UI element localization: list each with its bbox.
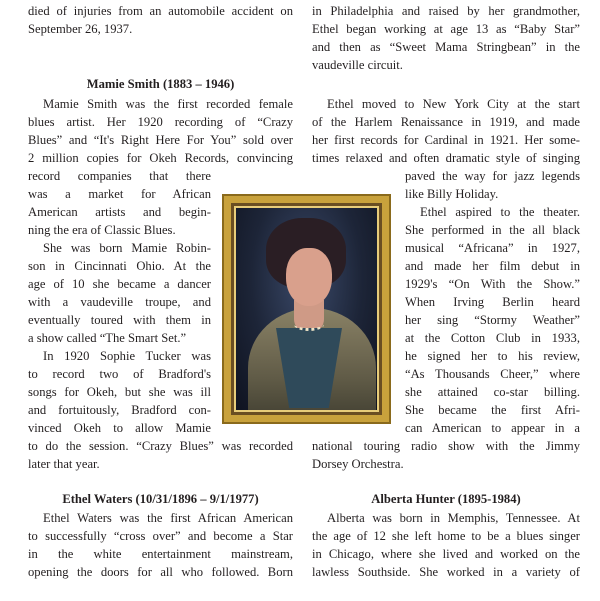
body-text-line: she attained co-star billing. [405,385,580,399]
body-text-line: later that year. [28,457,100,471]
body-text-line: ning the era of Classic Blues. [28,223,176,237]
body-text-line: in Chicago, where she lived and worked on the [312,547,580,561]
body-text-line: “As Thousands Cheer,” where [405,367,580,381]
body-text-line: musical “Africana” in 1927, [405,241,580,255]
body-text-line: Ethel Waters was the first African American [43,511,293,525]
body-text-line: In 1920 Sophie Tucker was [43,349,211,363]
body-text-line: died of injuries from an automobile accident on [28,4,293,18]
body-text-line: September 26, 1937. [28,22,133,36]
body-text-line: She was born Mamie Robin- [43,241,211,255]
body-text-line: Mamie Smith was the first recorded female [43,97,293,111]
body-text-line: eventually toured with them in [28,313,211,327]
body-text-line: Blues” and “It's Right Here For You” sold over [28,133,293,147]
body-text-line: to successfully “cross over” and become a Star [28,529,293,543]
portrait-photo [234,206,379,412]
body-text-line: like Billy Holiday. [405,187,499,201]
section-heading-ethel-waters: Ethel Waters (10/31/1896 – 9/1/1977) [62,492,259,506]
body-text-line: he signed her to his review, [405,349,580,363]
body-text-line: to do the session. “Crazy Blues” was recorded [28,439,293,453]
body-text-line: Alberta was born in Memphis, Tennessee. At [327,511,580,525]
body-text-line: She became the first Afri- [405,403,580,417]
body-text-line: with a vaudeville troupe, and [28,295,211,309]
body-text-line: record companies that there [28,169,211,183]
body-text-line: at the Cotton Club in 1933, [405,331,580,345]
body-text-line: opening the doors for all who followed. Born [28,565,293,579]
body-text-line: in Philadelphia and raised by her grandmother, [312,4,580,18]
body-text-line: and made her film debut in [405,259,580,273]
body-text-line: She performed in the all black [405,223,580,237]
body-text-line: son in Cincinnati Ohio. At the [28,259,211,273]
body-text-line: songs for Okeh, but she was ill [28,385,211,399]
body-text-line: When Irving Berlin heard [405,295,580,309]
body-text-line: Ethel moved to New York City at the start [327,97,580,111]
body-text-line: lawless Southside. She worked in a variety of [312,565,580,579]
body-text-line: 2 million copies for Okeh Records, convincing [28,151,293,165]
framed-portrait [224,196,389,422]
body-text-line: age of 10 she became a dancer [28,277,211,291]
body-text-line: was a market for African [28,187,211,201]
body-text-line: vaudeville circuit. [312,58,403,72]
body-text-line: 1929's “On With the Show.” [405,277,580,291]
body-text-line: blues artist. Her 1920 recording of “Crazy [28,115,293,129]
body-text-line: and fortuitously, Bradford con- [28,403,211,417]
body-text-line: paved the way for jazz legends [405,169,580,183]
body-text-line: her first records for Cardinal in 1921. Her some- [312,133,580,147]
body-text-line: to record two of Bradford's [28,367,211,381]
body-text-line: American artists and begin- [28,205,211,219]
body-text-line: vinced Okeh to allow Mamie [28,421,211,435]
body-text-line: can American to appear in a [405,421,580,435]
body-text-line: the age of 12 she left home to be a blues singer [312,529,580,543]
body-text-line: a show called “The Smart Set.” [28,331,187,345]
portrait-necklace [294,318,324,331]
body-text-line: and then as “Sweet Mama Stringbean” in the [312,40,580,54]
body-text-line: national touring radio show with the Jimmy [312,439,580,453]
body-text-line: of the Harlem Renaissance in 1919, and made [312,115,580,129]
section-heading-mamie-smith: Mamie Smith (1883 – 1946) [86,77,235,91]
portrait-face [286,248,332,306]
body-text-line: her sing “Stormy Weather” [405,313,580,327]
body-text-line: Ethel aspired to the theater. [420,205,580,219]
body-text-line: in the white entertainment mainstream, [28,547,293,561]
section-heading-alberta-hunter: Alberta Hunter (1895-1984) [371,492,521,506]
body-text-line: Ethel began working at age 13 as “Baby Star” [312,22,580,36]
body-text-line: times relaxed and often dramatic style of singing [312,151,580,165]
body-text-line: Dorsey Orchestra. [312,457,404,471]
